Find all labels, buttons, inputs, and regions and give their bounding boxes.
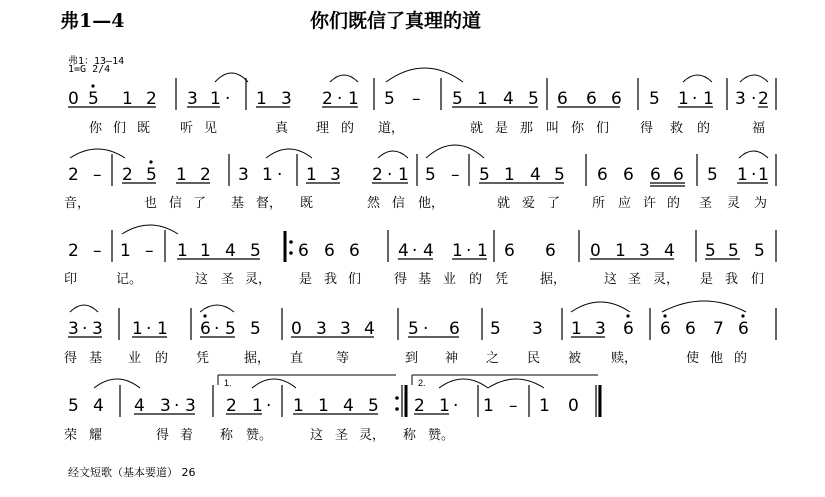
lyric: 们	[113, 121, 127, 136]
lyric: 赞。	[428, 428, 455, 443]
song-title: 你们既信了真理的道	[310, 10, 482, 32]
note: 2	[122, 165, 133, 185]
note: –	[451, 165, 460, 185]
lyric: 是	[495, 121, 509, 136]
note: –	[93, 165, 102, 185]
note: 1	[306, 165, 317, 185]
note: 4	[93, 396, 104, 416]
note: 5	[479, 165, 490, 185]
note: –	[93, 241, 102, 261]
note: 0	[568, 396, 579, 416]
note: 5	[728, 241, 739, 261]
lyric: 据，	[244, 351, 271, 366]
lyric: 然	[367, 196, 381, 211]
note: 5	[649, 89, 660, 109]
lyric: 的	[341, 121, 355, 136]
note: 4	[134, 396, 145, 416]
note: 5	[425, 165, 436, 185]
lyric: 既	[137, 121, 151, 136]
note: 4	[530, 165, 541, 185]
note: 5	[368, 396, 379, 416]
lyric: 的	[697, 121, 711, 136]
note: 5	[528, 89, 539, 109]
note: 2	[414, 396, 425, 416]
note: 4	[398, 241, 409, 261]
lyric: 了	[193, 196, 207, 211]
note: 2	[322, 89, 333, 109]
note: 1	[758, 165, 769, 185]
note: 5	[490, 319, 501, 339]
note: 4	[503, 89, 514, 109]
lyric: 是	[299, 272, 313, 287]
lyric: 着	[180, 428, 194, 443]
lyric: 基	[418, 272, 432, 287]
note: 5	[225, 319, 236, 339]
slur	[70, 305, 98, 312]
lyric: 许	[643, 196, 657, 211]
note: 3	[340, 319, 351, 339]
slur	[683, 75, 712, 82]
note: 6	[449, 319, 460, 339]
lyric: 灵，	[653, 272, 680, 287]
lyric: 之	[486, 351, 500, 366]
note: 6	[611, 89, 622, 109]
slur	[426, 145, 484, 158]
note: ·	[751, 89, 757, 109]
footer-source: 经文短歌（基本要道） 26	[68, 466, 196, 479]
lyric: 爱	[522, 196, 536, 211]
note: 5	[250, 319, 261, 339]
note: 4	[364, 319, 375, 339]
lyric: 称	[220, 428, 234, 443]
volta-label: 1.	[224, 378, 232, 388]
note: 1	[477, 241, 488, 261]
note: 6	[349, 241, 360, 261]
lyric: 信	[169, 196, 183, 211]
lyric: 耀	[89, 428, 103, 443]
note: ·	[277, 165, 283, 185]
note: 3	[160, 396, 171, 416]
lyric: 这	[195, 272, 209, 287]
slur	[330, 75, 358, 82]
slur	[662, 301, 746, 312]
lyric: 你	[571, 121, 585, 136]
note: 5	[384, 89, 395, 109]
lyric: 福	[752, 121, 766, 136]
lyric: 叫	[546, 121, 560, 136]
note: 4	[423, 241, 434, 261]
note: ·	[82, 319, 88, 339]
note: 3	[185, 396, 196, 416]
lyric: 这	[604, 272, 618, 287]
high-octave-dot	[149, 160, 152, 163]
lyric: 理	[316, 121, 330, 136]
lyric: 那	[520, 121, 534, 136]
note: ·	[337, 89, 343, 109]
lyric: 凭	[196, 351, 210, 366]
note: 4	[343, 396, 354, 416]
note: 1	[615, 241, 626, 261]
note: 6	[504, 241, 515, 261]
note: 6	[623, 319, 634, 339]
lyric: 们	[348, 272, 362, 287]
key-signature: 1=G 2/4	[68, 64, 111, 75]
lyric: 赎，	[611, 351, 638, 366]
lyric: 圣	[699, 196, 713, 211]
note: ·	[174, 396, 180, 416]
note: ·	[466, 241, 472, 261]
lyric: 们	[751, 272, 765, 287]
note: 6	[557, 89, 568, 109]
note: 1	[262, 165, 273, 185]
lyric: 是	[700, 272, 714, 287]
note: 1	[132, 319, 143, 339]
lyric: 直	[290, 351, 304, 366]
note: 1	[177, 241, 188, 261]
slur	[215, 73, 248, 82]
lyric: 记。	[116, 272, 143, 287]
note: 5	[68, 396, 79, 416]
lyric: 我	[324, 272, 338, 287]
slur	[739, 151, 768, 158]
scripture-code: 弗1—4	[60, 10, 125, 32]
note: 2	[200, 165, 211, 185]
note: 3	[68, 319, 79, 339]
repeat-dot	[395, 396, 399, 400]
lyric: 的	[667, 196, 681, 211]
lyric: 圣	[628, 272, 642, 287]
lyric: 真	[275, 121, 289, 136]
note: 1	[210, 89, 221, 109]
lyric: 信	[392, 196, 406, 211]
lyric: 凭	[495, 272, 509, 287]
note: 6	[685, 319, 696, 339]
note: ·	[412, 241, 418, 261]
note: 6	[597, 165, 608, 185]
note: 3	[187, 89, 198, 109]
repeat-dot	[395, 407, 399, 411]
lyric: 荣	[64, 428, 78, 443]
note: 1	[157, 319, 168, 339]
lyric: 的	[155, 351, 169, 366]
note: 1	[539, 396, 550, 416]
note: 1	[256, 89, 267, 109]
note: ·	[453, 396, 459, 416]
note: 0	[291, 319, 302, 339]
note: 1	[318, 396, 329, 416]
slur	[266, 149, 312, 158]
note: ·	[751, 165, 757, 185]
lyric: 督，	[256, 196, 283, 211]
lyric: 神	[445, 351, 459, 366]
lyric: 音，	[64, 196, 91, 211]
lyric: 也	[144, 196, 158, 211]
note: 1	[477, 89, 488, 109]
lyric: 称	[403, 428, 417, 443]
note: 1	[452, 241, 463, 261]
lyric: 得	[640, 121, 654, 136]
lyric: 应	[618, 196, 632, 211]
note: 6	[298, 241, 309, 261]
scripture-reference: 弗1：13—14	[68, 56, 125, 67]
note: 5	[452, 89, 463, 109]
lyric: 我	[725, 272, 739, 287]
note: –	[412, 89, 421, 109]
note: 1	[504, 165, 515, 185]
lyric: 他	[710, 351, 724, 366]
note: 6	[623, 165, 634, 185]
note: ·	[387, 165, 393, 185]
note: 6	[586, 89, 597, 109]
note: 2	[68, 241, 79, 261]
note: 1	[737, 165, 748, 185]
slur	[122, 225, 178, 234]
lyric: 你	[89, 121, 103, 136]
note: 2	[68, 165, 79, 185]
lyric: 得	[64, 351, 78, 366]
lyric: 了	[547, 196, 561, 211]
note: 5	[88, 89, 99, 109]
note: 6	[660, 319, 671, 339]
lyric: 听	[180, 121, 194, 136]
note: 1	[678, 89, 689, 109]
slur	[386, 68, 463, 82]
note: 2	[146, 89, 157, 109]
note: ·	[146, 319, 152, 339]
note: ·	[423, 319, 429, 339]
note: 3	[639, 241, 650, 261]
lyric: 圣	[221, 272, 235, 287]
slur	[200, 305, 234, 312]
note: 6	[545, 241, 556, 261]
lyric: 这	[310, 428, 324, 443]
note: 1	[252, 396, 263, 416]
note: 3	[316, 319, 327, 339]
lyric: 灵	[727, 196, 741, 211]
note: 3	[281, 89, 292, 109]
lyric: 既	[300, 196, 314, 211]
note: 1	[348, 89, 359, 109]
slur	[439, 379, 488, 388]
note: 1	[398, 165, 409, 185]
note: 4	[225, 241, 236, 261]
note: 0	[590, 241, 601, 261]
note: 1	[483, 396, 494, 416]
lyric: 使	[686, 351, 700, 366]
high-octave-dot	[203, 314, 206, 317]
note: 2	[372, 165, 383, 185]
note: ·	[692, 89, 698, 109]
high-octave-dot	[741, 314, 744, 317]
slur	[571, 302, 630, 312]
note: 5	[554, 165, 565, 185]
slur	[378, 151, 408, 158]
note: 1	[439, 396, 450, 416]
note: 3	[330, 165, 341, 185]
lyric: 基	[89, 351, 103, 366]
slur	[94, 379, 140, 388]
lyric: 到	[405, 351, 419, 366]
lyric: 他，	[418, 196, 445, 211]
lyric: 就	[470, 121, 484, 136]
note: 6	[738, 319, 749, 339]
lyric: 得	[394, 272, 408, 287]
note: 1	[122, 89, 133, 109]
lyric: 据，	[540, 272, 567, 287]
lyric: 圣	[335, 428, 349, 443]
slur	[488, 379, 544, 388]
lyric: 赞。	[246, 428, 273, 443]
note: 4	[664, 241, 675, 261]
lyric: 灵，	[245, 272, 272, 287]
note: 1	[703, 89, 714, 109]
lyric: 就	[497, 196, 511, 211]
note: 5	[754, 241, 765, 261]
slur	[252, 379, 296, 388]
lyric: 等	[336, 351, 350, 366]
lyric: 的	[469, 272, 483, 287]
note: 1	[571, 319, 582, 339]
note: 1	[176, 165, 187, 185]
lyric: 的	[734, 351, 748, 366]
note: ·	[214, 319, 220, 339]
note: 5	[146, 165, 157, 185]
note: ·	[266, 396, 272, 416]
lyric: 道，	[378, 121, 405, 136]
lyric: 为	[754, 196, 768, 211]
note: 6	[324, 241, 335, 261]
note: 3	[735, 89, 746, 109]
note: 5	[408, 319, 419, 339]
note: 3	[595, 319, 606, 339]
lyric: 业	[443, 272, 457, 287]
note: 2	[226, 396, 237, 416]
note: 0	[68, 89, 79, 109]
high-octave-dot	[663, 314, 666, 317]
note: –	[509, 396, 518, 416]
note: 6	[673, 165, 684, 185]
note: 3	[92, 319, 103, 339]
lyric: 基	[231, 196, 245, 211]
slur	[70, 149, 125, 158]
lyric: 印	[64, 272, 78, 287]
repeat-dot	[289, 240, 293, 244]
lyric: 业	[128, 351, 142, 366]
lyric: 所	[592, 196, 606, 211]
lyric: 被	[568, 351, 582, 366]
note: 1	[293, 396, 304, 416]
note: 5	[707, 165, 718, 185]
lyric: 救	[670, 121, 684, 136]
note: 5	[250, 241, 261, 261]
lyric: 得	[156, 428, 170, 443]
note: ·	[225, 89, 231, 109]
high-octave-dot	[91, 84, 94, 87]
volta-label: 2.	[418, 378, 426, 388]
note: 3	[238, 165, 249, 185]
high-octave-dot	[626, 314, 629, 317]
note: 5	[705, 241, 716, 261]
note: 3	[532, 319, 543, 339]
note: 7	[713, 319, 724, 339]
repeat-dot	[289, 251, 293, 255]
note: 1	[120, 241, 131, 261]
lyric: 们	[596, 121, 610, 136]
note: 6	[200, 319, 211, 339]
lyric: 见	[204, 121, 218, 136]
slur	[740, 75, 768, 82]
note: 2	[758, 89, 769, 109]
lyric: 灵，	[359, 428, 386, 443]
note: 1	[200, 241, 211, 261]
note: 6	[650, 165, 661, 185]
lyric: 民	[527, 351, 541, 366]
note: –	[145, 241, 154, 261]
